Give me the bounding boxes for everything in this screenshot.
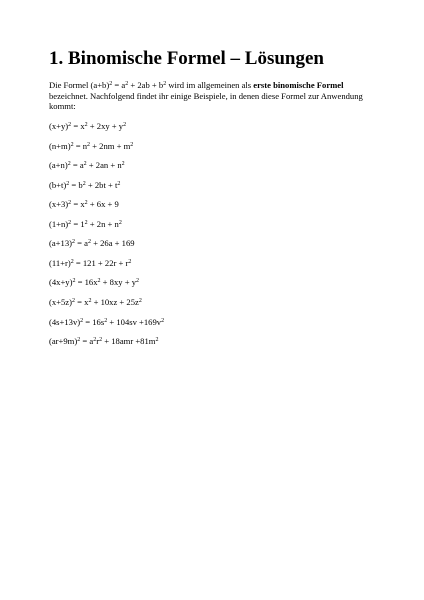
formula-line: $(11+r)^2 = 121 + 22r + r^2$ (49, 258, 132, 268)
formula-line: $(ar+9m)^2 = a^2r^2 + 18amr +81m^2$ (49, 336, 159, 346)
formula-line: $(1+n)^2 = 1^2 + 2n + n^2$ (49, 219, 122, 229)
intro-text: wird im allgemeinen als (166, 80, 254, 90)
intro-text: = a (112, 80, 126, 90)
formula-line: $(x+3)^2 = x^2 + 6x + 9$ (49, 199, 119, 209)
intro-text: bezeichnet. Nachfolgend findet ihr einige Beispiele, in denen diese Formel zur Anwendung kommt: (49, 90, 363, 111)
intro-text: Die Formel (a+b) (49, 80, 110, 90)
formula-line: $(a+13)^2 = a^2 + 26a + 169$ (49, 238, 135, 248)
formula-line: $(n+m)^2 = n^2 + 2nm + m^2$ (49, 141, 134, 151)
exponent: 2 (163, 81, 167, 87)
page-title: 1. Binomische Formel – Lösungen (49, 48, 324, 69)
formula-line: $(a+n)^2 = a^2 + 2an + n^2$ (49, 160, 125, 170)
intro-paragraph (49, 80, 384, 112)
intro-bold-term: erste binomische Formel (253, 80, 344, 90)
formula-line: $(b+t)^2 = b^2 + 2bt + t^2$ (49, 180, 121, 190)
formula-line: $(4s+13v)^2 = 16s^2 + 104sv +169v^2$ (49, 317, 165, 327)
exponent: 2 (109, 81, 113, 87)
exponent: 2 (125, 81, 129, 87)
formula-line: $(x+y)^2 = x^2 + 2xy + y^2$ (49, 121, 127, 131)
formula-line: $(x+5z)^2 = x^2 + 10xz + 25z^2$ (49, 297, 142, 307)
formula-line: $(4x+y)^2 = 16x^2 + 8xy + y^2$ (49, 277, 139, 287)
intro-text: + 2ab + b (128, 80, 164, 90)
